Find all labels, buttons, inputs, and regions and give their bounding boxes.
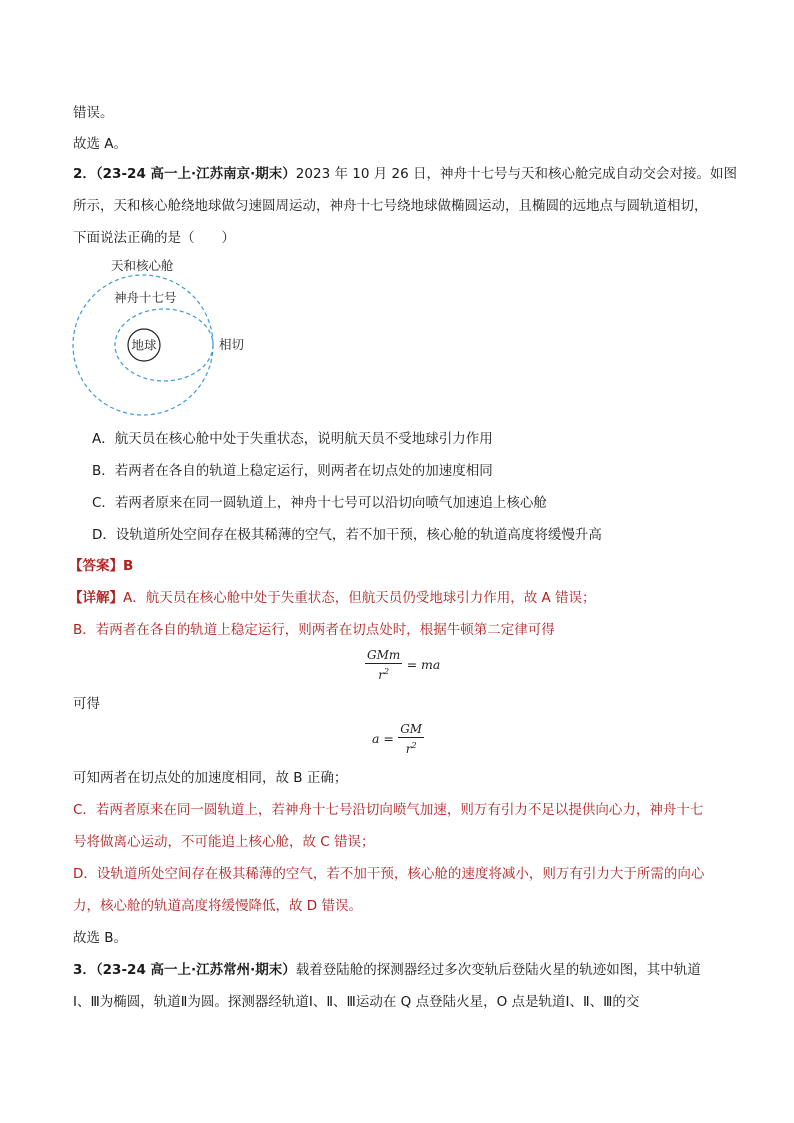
answer-line — [69, 556, 133, 576]
kede-line: 可得 — [73, 696, 100, 712]
formula-accel-numerator: GM — [400, 722, 423, 736]
q2-stem-line-2: 所示，天和核心舱绕地球做匀速圆周运动，神舟十七号绕地球做椭圆运动，且椭圆的远地点与圆轨道相切， — [73, 198, 708, 214]
option-c-text: 若两者原来在同一圆轨道上，神舟十七号可以沿切向喷气加速追上核心舱 — [114, 495, 547, 511]
answer-tag: 【答案】 — [69, 558, 123, 574]
prev-conclusion — [73, 134, 127, 154]
formula-accel-lhs: a = — [372, 731, 394, 746]
detail-c-line-2: 号将做离心运动，不可能追上核心舱，故 C 错误； — [73, 834, 375, 850]
q3-number: 3． — [73, 962, 96, 978]
option-d-key: D． — [92, 527, 116, 543]
option-a — [92, 429, 493, 449]
formula-accel-fraction — [398, 722, 424, 757]
tangent-label: 相切 — [219, 337, 245, 352]
formula-newton-numerator: GMm — [367, 648, 401, 662]
detail-a-line — [69, 588, 596, 608]
detail-d-line-1: D．设轨道所处空间存在极其稀薄的空气，若不加干预，核心舱的速度将减小，则万有引力大于所需的向心 — [73, 866, 705, 882]
earth-label: 地球 — [131, 337, 157, 353]
answer-value: B — [123, 558, 134, 574]
option-a-key: A． — [92, 431, 115, 447]
option-b — [92, 461, 493, 481]
formula-newton-fraction — [365, 648, 402, 683]
q2-source: （23-24 高一上·江苏南京·期末） — [95, 166, 296, 182]
detail-a-text: A．航天员在核心舱中处于失重状态，但航天员仍受地球引力作用，故 A 错误； — [123, 590, 596, 606]
q2-stem-line-1 — [73, 164, 737, 184]
orbit-diagram — [68, 258, 268, 418]
formula-newton-den-base: r — [378, 668, 384, 682]
shenzhou-label: 神舟十七号 — [114, 290, 177, 305]
core-module-label: 天和核心舱 — [111, 258, 174, 273]
formula-accel-den-exp: 2 — [411, 741, 417, 750]
detail-tag: 【详解】 — [69, 590, 123, 606]
q2-stem-text-1: 2023 年 10 月 26 日，神舟十七号与天和核心舱完成自动交会对接。如图 — [295, 166, 737, 182]
formula-newton — [365, 648, 440, 683]
formula-accel-den-base: r — [405, 742, 412, 756]
q2-stem-line-3: 下面说法正确的是（ ） — [73, 230, 235, 246]
q2-number: 2． — [73, 166, 96, 182]
detail-c-line-1: C．若两者原来在同一圆轨道上，若神舟十七号沿切向喷气加速，则万有引力不足以提供向心力，神舟十七 — [73, 802, 704, 818]
shenzhou-orbit — [115, 309, 213, 381]
option-b-key: B． — [92, 463, 115, 479]
q2-conclusion: 故选 B。 — [73, 930, 128, 946]
q3-source: （23-24 高一上·江苏常州·期末） — [95, 962, 296, 978]
option-a-text: 航天员在核心舱中处于失重状态，说明航天员不受地球引力作用 — [114, 431, 493, 447]
option-d — [92, 525, 602, 545]
prev-tail: 错误。 — [73, 105, 114, 121]
detail-b-line: B．若两者在各自的轨道上稳定运行，则两者在切点处时，根据牛顿第二定律可得 — [73, 622, 555, 638]
option-b-text: 若两者在各自的轨道上稳定运行，则两者在切点处的加速度相同 — [114, 463, 493, 479]
option-d-text: 设轨道所处空间存在极其稀薄的空气，若不加干预，核心舱的轨道高度将缓慢升高 — [115, 527, 602, 543]
q3-stem-line-2: Ⅰ、Ⅲ为椭圆，轨道Ⅱ为圆。探测器经轨道Ⅰ、Ⅱ、Ⅲ运动在 Q 点登陆火星，O 点是轨道Ⅰ、Ⅱ、Ⅲ的交 — [73, 994, 640, 1010]
option-c — [92, 493, 547, 513]
detail-b2-line: 可知两者在切点处的加速度相同，故 B 正确； — [73, 770, 348, 786]
detail-d-line-2: 力，核心舱的轨道高度将缓慢降低，故 D 错误。 — [73, 898, 362, 914]
option-c-key: C． — [92, 495, 115, 511]
formula-newton-denominator — [365, 664, 402, 683]
prev-conclusion-text: 故选 A。 — [73, 136, 128, 152]
formula-newton-den-exp: 2 — [383, 667, 390, 676]
formula-newton-rhs: = ma — [406, 657, 441, 672]
formula-accel-denominator — [398, 738, 424, 757]
q3-stem-text-1: 载着登陆舱的探测器经过多次变轨后登陆火星的轨迹如图，其中轨道 — [295, 962, 701, 978]
formula-accel — [372, 722, 424, 757]
q3-stem-line-1 — [73, 960, 701, 980]
